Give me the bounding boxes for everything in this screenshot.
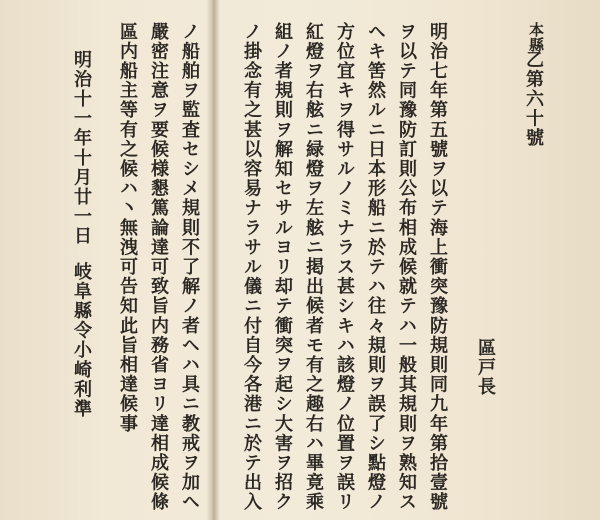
document-number: 乙第六十號 <box>523 50 544 148</box>
body-column-10: 區内船主等有之候ハ丶無洩可告知此旨相達候事 <box>117 22 138 434</box>
body-column-7: ノ掛念有之甚以容易ナラサル儀ニ付自今各港ニ於テ出入 <box>241 22 262 512</box>
addressee: 區戸長 <box>475 338 496 397</box>
header-mark: 本縣 <box>527 22 545 52</box>
body-column-5: 紅燈ヲ右舷ニ緑燈ヲ左舷ニ掲出候者モ有之趣右ハ畢竟乘 <box>303 22 324 512</box>
body-column-8: ノ船舶ヲ監査セシメ規則不了解ノ者ヘハ具ニ教戒ヲ加ヘ <box>179 22 200 512</box>
body-column-2: ヲ以テ同豫防訂則公布相成候就テハ一般其規則ヲ熟知ス <box>396 22 417 512</box>
page-fold <box>206 0 220 520</box>
body-column-6: 組ノ者規則ヲ解知セサルヨリ却テ衝突ヲ起シ大害ヲ招ク <box>272 22 293 512</box>
body-column-4: 方位宜キヲ得サルノミナラス甚シキハ該燈ノ位置ヲ誤リ <box>334 22 355 512</box>
signature: 岐阜縣令小崎利準 <box>71 262 92 419</box>
body-column-1: 明治七年第五號ヲ以テ海上衝突豫防規則同九年第拾壹號 <box>427 22 448 512</box>
body-column-9: 嚴密注意ヲ要候様懇篤論達可致旨内務省ヨリ達相成候條 <box>148 22 169 512</box>
issue-date: 明治十一年十月廿一日 <box>71 50 92 246</box>
body-column-3: ヘキ筈然ルニ日本形船ニ於テハ往々規則ヲ誤了シ點燈ノ <box>365 22 386 512</box>
